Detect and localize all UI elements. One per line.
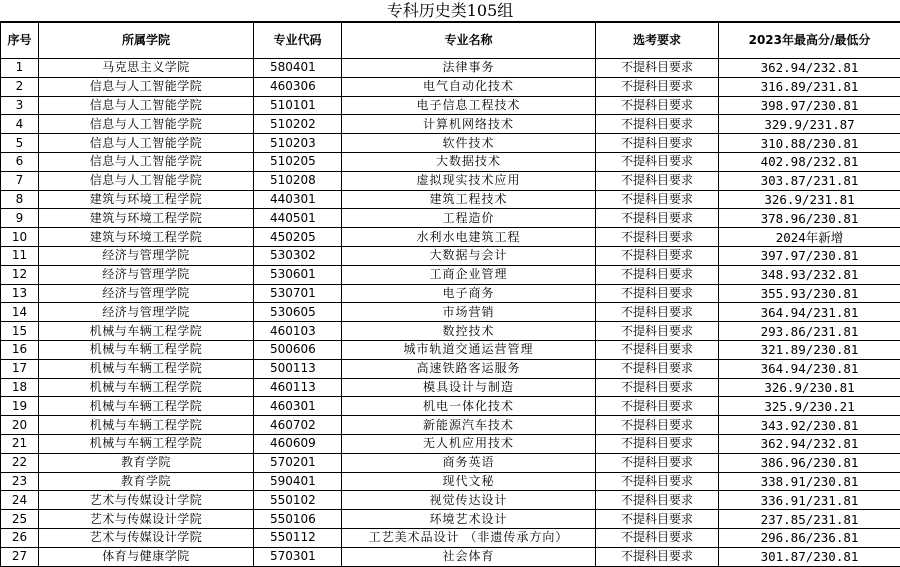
cell-major-name: 新能源汽车技术: [342, 416, 596, 435]
cell-major-name: 建筑工程技术: [342, 190, 596, 209]
table-row: [1, 59, 900, 78]
cell-requirement: 不提科目要求: [596, 171, 719, 190]
cell-score: 303.87/231.81: [719, 171, 900, 190]
majors-table: [0, 22, 900, 567]
cell-major-name: 市场营销: [342, 303, 596, 322]
cell-no: 7: [1, 171, 39, 190]
cell-code: 550106: [254, 510, 342, 529]
cell-no: 5: [1, 134, 39, 153]
cell-no: 3: [1, 96, 39, 115]
cell-code: 510205: [254, 152, 342, 171]
cell-major-name: 现代文秘: [342, 472, 596, 491]
cell-requirement: 不提科目要求: [596, 453, 719, 472]
cell-code: 460301: [254, 397, 342, 416]
cell-no: 10: [1, 228, 39, 247]
cell-no: 17: [1, 359, 39, 378]
header-row: [1, 23, 900, 59]
cell-requirement: 不提科目要求: [596, 547, 719, 566]
cell-code: 530302: [254, 246, 342, 265]
cell-school: 建筑与环境工程学院: [39, 209, 254, 228]
cell-major-name: 虚拟现实技术应用: [342, 171, 596, 190]
cell-no: 19: [1, 397, 39, 416]
cell-major-name: 环境艺术设计: [342, 510, 596, 529]
cell-no: 15: [1, 322, 39, 341]
cell-school: 信息与人工智能学院: [39, 171, 254, 190]
cell-major-name: 无人机应用技术: [342, 434, 596, 453]
cell-score: 348.93/232.81: [719, 265, 900, 284]
cell-code: 530601: [254, 265, 342, 284]
cell-score: 386.96/230.81: [719, 453, 900, 472]
table-row: [1, 284, 900, 303]
cell-code: 530605: [254, 303, 342, 322]
cell-code: 510101: [254, 96, 342, 115]
table-row: [1, 228, 900, 247]
cell-school: 机械与车辆工程学院: [39, 340, 254, 359]
cell-school: 机械与车辆工程学院: [39, 378, 254, 397]
cell-school: 经济与管理学院: [39, 265, 254, 284]
table-row: [1, 416, 900, 435]
cell-requirement: 不提科目要求: [596, 96, 719, 115]
cell-no: 1: [1, 59, 39, 78]
cell-major-name: 法律事务: [342, 59, 596, 78]
cell-score: 310.88/230.81: [719, 134, 900, 153]
cell-major-name: 数控技术: [342, 322, 596, 341]
cell-code: 460113: [254, 378, 342, 397]
cell-no: 20: [1, 416, 39, 435]
cell-no: 26: [1, 528, 39, 547]
cell-score: 321.89/230.81: [719, 340, 900, 359]
cell-major-name: 电子信息工程技术: [342, 96, 596, 115]
cell-requirement: 不提科目要求: [596, 378, 719, 397]
cell-requirement: 不提科目要求: [596, 77, 719, 96]
cell-requirement: 不提科目要求: [596, 59, 719, 78]
cell-score: 293.86/231.81: [719, 322, 900, 341]
cell-school: 教育学院: [39, 453, 254, 472]
table-row: [1, 397, 900, 416]
cell-no: 13: [1, 284, 39, 303]
cell-major-name: 电气自动化技术: [342, 77, 596, 96]
cell-school: 信息与人工智能学院: [39, 152, 254, 171]
cell-code: 500113: [254, 359, 342, 378]
cell-score: 316.89/231.81: [719, 77, 900, 96]
header-school: 所属学院: [39, 23, 254, 59]
cell-no: 14: [1, 303, 39, 322]
cell-major-name: 工程造价: [342, 209, 596, 228]
cell-no: 22: [1, 453, 39, 472]
cell-requirement: 不提科目要求: [596, 491, 719, 510]
header-score: 2023年最高分/最低分: [719, 23, 900, 59]
header-code: 专业代码: [254, 23, 342, 59]
table-body: [1, 59, 900, 567]
cell-school: 机械与车辆工程学院: [39, 359, 254, 378]
cell-school: 经济与管理学院: [39, 284, 254, 303]
cell-requirement: 不提科目要求: [596, 416, 719, 435]
cell-code: 510202: [254, 115, 342, 134]
cell-score: 362.94/232.81: [719, 59, 900, 78]
table-row: [1, 340, 900, 359]
cell-no: 6: [1, 152, 39, 171]
cell-code: 570301: [254, 547, 342, 566]
cell-requirement: 不提科目要求: [596, 246, 719, 265]
cell-school: 机械与车辆工程学院: [39, 434, 254, 453]
table-row: [1, 472, 900, 491]
cell-code: 460702: [254, 416, 342, 435]
table-row: [1, 152, 900, 171]
cell-major-name: 电子商务: [342, 284, 596, 303]
cell-no: 24: [1, 491, 39, 510]
cell-school: 经济与管理学院: [39, 303, 254, 322]
cell-major-name: 水利水电建筑工程: [342, 228, 596, 247]
cell-major-name: 工艺美术品设计 （非遗传承方向）: [342, 528, 596, 547]
table-row: [1, 453, 900, 472]
cell-major-name: 视觉传达设计: [342, 491, 596, 510]
cell-code: 500606: [254, 340, 342, 359]
table-row: [1, 265, 900, 284]
cell-no: 23: [1, 472, 39, 491]
cell-no: 25: [1, 510, 39, 529]
cell-score: 301.87/230.81: [719, 547, 900, 566]
cell-major-name: 软件技术: [342, 134, 596, 153]
cell-score: 364.94/231.81: [719, 303, 900, 322]
cell-school: 信息与人工智能学院: [39, 96, 254, 115]
cell-school: 艺术与传媒设计学院: [39, 491, 254, 510]
cell-major-name: 商务英语: [342, 453, 596, 472]
table-row: [1, 190, 900, 209]
cell-requirement: 不提科目要求: [596, 510, 719, 529]
cell-code: 460103: [254, 322, 342, 341]
cell-code: 570201: [254, 453, 342, 472]
cell-score: 296.86/236.81: [719, 528, 900, 547]
cell-no: 11: [1, 246, 39, 265]
cell-school: 建筑与环境工程学院: [39, 228, 254, 247]
header-no: 序号: [1, 23, 39, 59]
cell-no: 8: [1, 190, 39, 209]
cell-major-name: 大数据技术: [342, 152, 596, 171]
cell-score: 2024年新增: [719, 228, 900, 247]
cell-score: 378.96/230.81: [719, 209, 900, 228]
cell-requirement: 不提科目要求: [596, 284, 719, 303]
cell-code: 550102: [254, 491, 342, 510]
cell-requirement: 不提科目要求: [596, 115, 719, 134]
cell-no: 18: [1, 378, 39, 397]
cell-no: 4: [1, 115, 39, 134]
cell-no: 9: [1, 209, 39, 228]
header-req: 选考要求: [596, 23, 719, 59]
cell-requirement: 不提科目要求: [596, 340, 719, 359]
cell-code: 510208: [254, 171, 342, 190]
cell-requirement: 不提科目要求: [596, 152, 719, 171]
table-row: [1, 246, 900, 265]
cell-requirement: 不提科目要求: [596, 322, 719, 341]
cell-score: 237.85/231.81: [719, 510, 900, 529]
table-row: [1, 491, 900, 510]
cell-score: 397.97/230.81: [719, 246, 900, 265]
cell-school: 机械与车辆工程学院: [39, 322, 254, 341]
table-row: [1, 322, 900, 341]
table-row: [1, 209, 900, 228]
table-row: [1, 171, 900, 190]
cell-requirement: 不提科目要求: [596, 265, 719, 284]
cell-requirement: 不提科目要求: [596, 434, 719, 453]
cell-no: 12: [1, 265, 39, 284]
cell-major-name: 计算机网络技术: [342, 115, 596, 134]
cell-code: 590401: [254, 472, 342, 491]
table-row: [1, 434, 900, 453]
cell-requirement: 不提科目要求: [596, 134, 719, 153]
cell-score: 402.98/232.81: [719, 152, 900, 171]
cell-requirement: 不提科目要求: [596, 190, 719, 209]
cell-score: 364.94/230.81: [719, 359, 900, 378]
cell-code: 550112: [254, 528, 342, 547]
table-title: 专科历史类105组: [0, 0, 900, 22]
cell-code: 460609: [254, 434, 342, 453]
cell-code: 440501: [254, 209, 342, 228]
cell-requirement: 不提科目要求: [596, 397, 719, 416]
cell-school: 机械与车辆工程学院: [39, 397, 254, 416]
cell-no: 21: [1, 434, 39, 453]
table-row: [1, 115, 900, 134]
table-row: [1, 134, 900, 153]
cell-requirement: 不提科目要求: [596, 228, 719, 247]
cell-school: 信息与人工智能学院: [39, 77, 254, 96]
cell-school: 艺术与传媒设计学院: [39, 510, 254, 529]
cell-major-name: 社会体育: [342, 547, 596, 566]
cell-school: 信息与人工智能学院: [39, 115, 254, 134]
cell-score: 398.97/230.81: [719, 96, 900, 115]
table-row: [1, 528, 900, 547]
cell-score: 329.9/231.87: [719, 115, 900, 134]
cell-major-name: 模具设计与制造: [342, 378, 596, 397]
cell-requirement: 不提科目要求: [596, 359, 719, 378]
cell-major-name: 高速铁路客运服务: [342, 359, 596, 378]
cell-requirement: 不提科目要求: [596, 209, 719, 228]
cell-code: 450205: [254, 228, 342, 247]
cell-score: 325.9/230.21: [719, 397, 900, 416]
cell-score: 338.91/230.81: [719, 472, 900, 491]
cell-code: 460306: [254, 77, 342, 96]
table-row: [1, 510, 900, 529]
table-row: [1, 303, 900, 322]
cell-code: 580401: [254, 59, 342, 78]
cell-requirement: 不提科目要求: [596, 472, 719, 491]
table-row: [1, 96, 900, 115]
table-row: [1, 77, 900, 96]
cell-code: 440301: [254, 190, 342, 209]
table-row: [1, 547, 900, 566]
cell-score: 336.91/231.81: [719, 491, 900, 510]
cell-score: 355.93/230.81: [719, 284, 900, 303]
cell-score: 362.94/232.81: [719, 434, 900, 453]
cell-code: 510203: [254, 134, 342, 153]
cell-school: 教育学院: [39, 472, 254, 491]
cell-requirement: 不提科目要求: [596, 303, 719, 322]
cell-school: 体育与健康学院: [39, 547, 254, 566]
cell-major-name: 大数据与会计: [342, 246, 596, 265]
table-row: [1, 359, 900, 378]
cell-score: 343.92/230.81: [719, 416, 900, 435]
header-name: 专业名称: [342, 23, 596, 59]
cell-school: 建筑与环境工程学院: [39, 190, 254, 209]
table-row: [1, 378, 900, 397]
cell-no: 27: [1, 547, 39, 566]
cell-major-name: 工商企业管理: [342, 265, 596, 284]
cell-school: 信息与人工智能学院: [39, 134, 254, 153]
cell-school: 机械与车辆工程学院: [39, 416, 254, 435]
cell-school: 经济与管理学院: [39, 246, 254, 265]
cell-no: 16: [1, 340, 39, 359]
cell-score: 326.9/230.81: [719, 378, 900, 397]
cell-school: 马克思主义学院: [39, 59, 254, 78]
cell-major-name: 城市轨道交通运营管理: [342, 340, 596, 359]
cell-school: 艺术与传媒设计学院: [39, 528, 254, 547]
cell-no: 2: [1, 77, 39, 96]
cell-requirement: 不提科目要求: [596, 528, 719, 547]
cell-major-name: 机电一体化技术: [342, 397, 596, 416]
cell-score: 326.9/231.81: [719, 190, 900, 209]
cell-code: 530701: [254, 284, 342, 303]
